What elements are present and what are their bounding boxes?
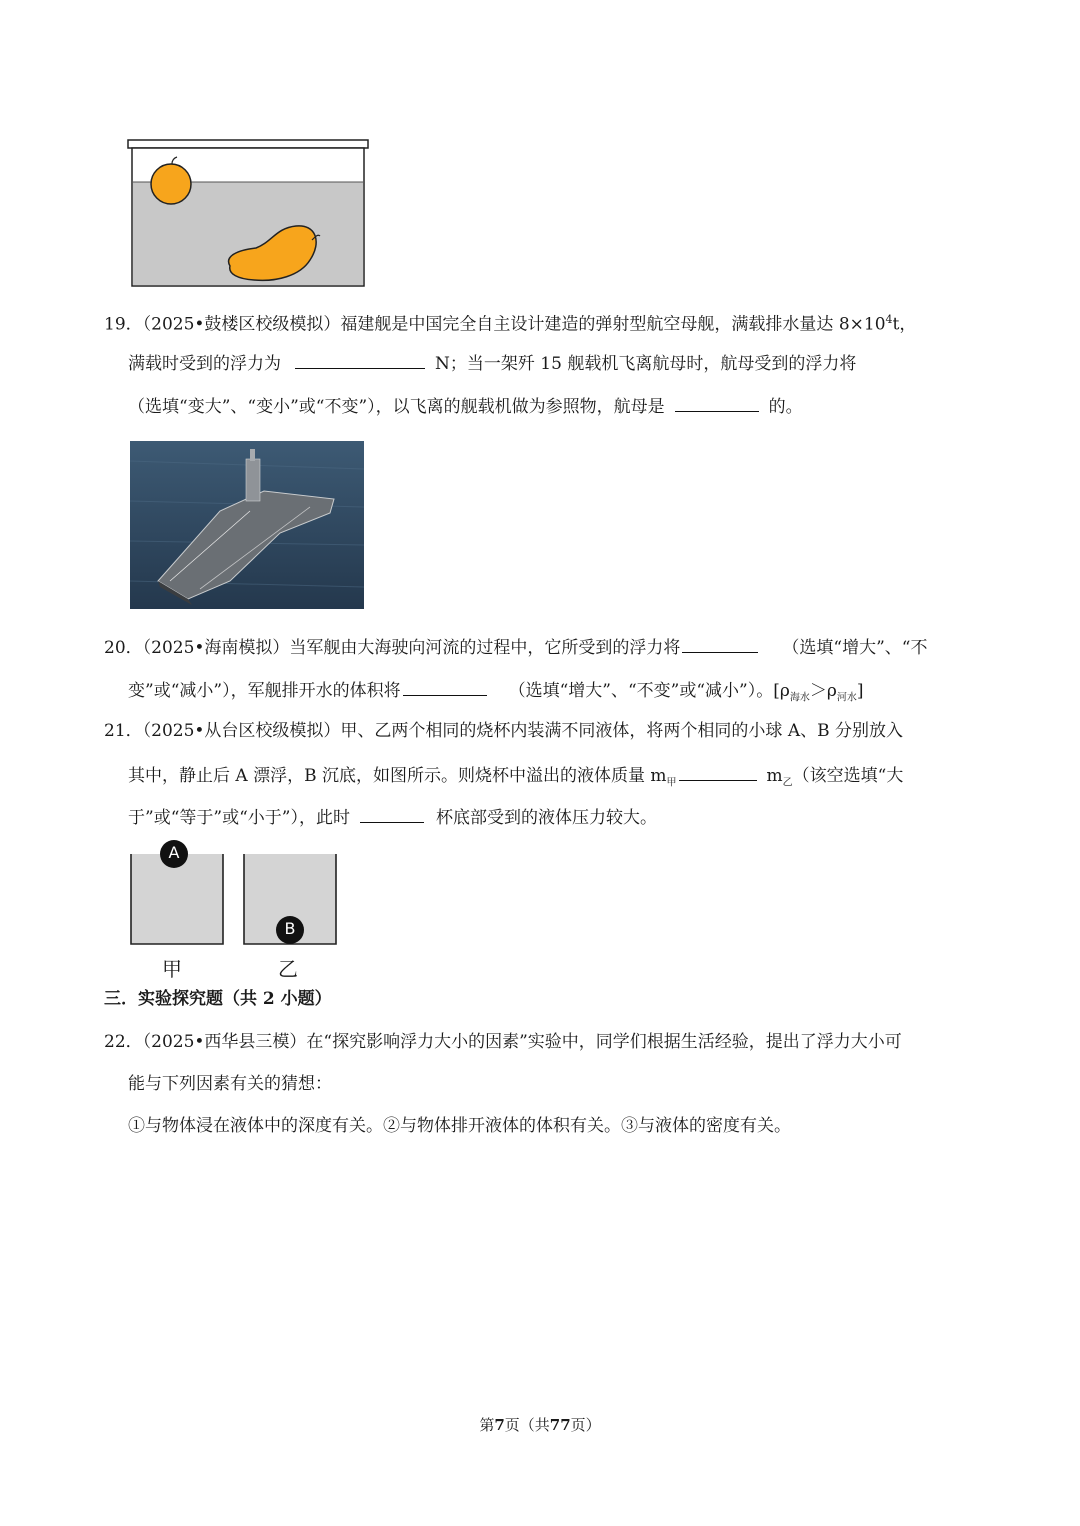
- q19-line1: 19．（2025•鼓楼区校级模拟）福建舰是中国完全自主设计建造的弹射型航空母舰，满载排水量达 $8\times 10^4t$，: [104, 313, 917, 335]
- aircraft-carrier-photo: [130, 441, 364, 609]
- q22-line1: 22．（2025•西华县三模）在“探究影响浮力大小的因素”实验中，同学们根据生活经验，提出了浮力大小可: [104, 1032, 902, 1052]
- q20-line2: 变”或“减小”），军舰排开水的体积将 （选填“增大”、“不变”或“减小”）。$[\rho_{海水}>\rho_{河水}]$: [128, 677, 864, 710]
- q19-line2: 满载时受到的浮力为 N；当一架歼 15 舰载机飞离航母时，航母受到的浮力将: [128, 350, 856, 376]
- answer-blank-q21-1[interactable]: [679, 762, 757, 781]
- answer-blank-buoyancy[interactable]: [295, 350, 425, 369]
- q21-line2: 其中，静止后 A 漂浮，B 沉底，如图所示。则烧杯中溢出的液体质量 $m_甲$ $m_乙$（该空选填“大: [128, 762, 903, 795]
- ball-a-label: A: [168, 843, 180, 862]
- page-footer: 第7页（共77页）: [479, 1416, 601, 1434]
- q19-line3: （选填“变大”、“变小”或“不变”），以飞离的舰载机做为参照物，航母是 的。: [128, 393, 803, 419]
- page-number: 7: [494, 1416, 505, 1434]
- answer-blank-q21-2[interactable]: [360, 804, 424, 823]
- section-heading: 三．实验探究题（共 2 小题）: [104, 989, 332, 1009]
- tank-figure: [126, 138, 372, 290]
- q22-line3: ①与物体浸在液体中的深度有关。②与物体排开液体的体积有关。③与液体的密度有关。: [128, 1116, 791, 1136]
- beaker-jia-label: 甲: [162, 957, 182, 981]
- answer-blank-q20-2[interactable]: [403, 677, 487, 696]
- answer-blank-q20-1[interactable]: [682, 634, 758, 653]
- q21-line1: 21．（2025•从台区校级模拟）甲、乙两个相同的烧杯内装满不同液体，将两个相同的小球 A、B 分别放入: [104, 721, 903, 741]
- q20-line1: 20．（2025•海南模拟）当军舰由大海驶向河流的过程中，它所受到的浮力将 （选填“增大”、“不: [104, 634, 928, 660]
- total-pages: 77: [549, 1416, 571, 1434]
- beakers-figure: [128, 840, 342, 952]
- q22-line2: 能与下列因素有关的猜想：: [128, 1074, 332, 1094]
- beaker-yi-label: 乙: [278, 957, 298, 981]
- answer-blank-reference[interactable]: [675, 393, 759, 412]
- q21-line3: 于”或“等于”或“小于”），此时 杯底部受到的液体压力较大。: [128, 804, 657, 830]
- ball-b-label: B: [284, 919, 296, 938]
